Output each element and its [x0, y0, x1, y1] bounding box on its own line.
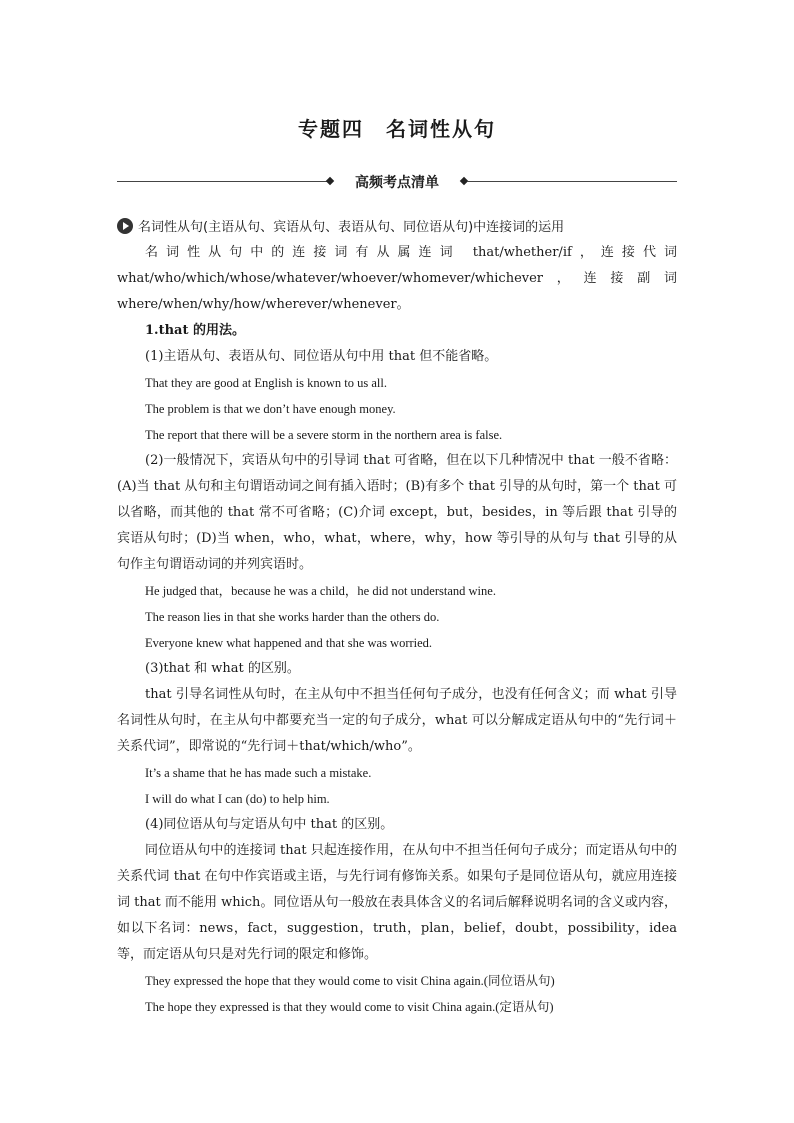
example-sentence: He judged that，because he was a child，he did not understand wine.	[145, 584, 496, 598]
rule-2: (2)一般情况下，宾语从句中的引导词 that 可省略，但在以下几种情况中 that 一般不省略：(A)当 that 从句和主句谓语动词之间有插入语时；(B)有多个 that 引导的从句时，第一个 that 可以省略，而其他的 that 常不可省略；(C)介词 except，but，besides，in 等后跟 that 引导的宾语从句时；(D)当 when，who，what，where，why，how 等引导的从句与 that 引导的从句作主句谓语动词的并列宾语时。	[117, 453, 677, 572]
diamond-left-icon	[326, 177, 334, 185]
divider-left	[117, 181, 327, 182]
example-sentence: That they are good at English is known to us all.	[145, 376, 387, 390]
rule-4: (4)同位语从句与定语从句中 that 的区别。	[145, 817, 394, 832]
topic-heading	[117, 216, 677, 236]
example-sentence: Everyone knew what happened and that she was worried.	[145, 636, 433, 650]
example-sentence: The report that there will be a severe storm in the northern area is false.	[145, 428, 503, 442]
play-icon	[117, 218, 133, 234]
example-sentence: The reason lies in that she works harder than the others do.	[145, 610, 440, 624]
intro-paragraph: 名词性从句中的连接词有从属连词 that/whether/if，连接代词 what/who/which/whose/whatever/whoever/whomever/whichever，连接副词 where/when/why/how/wherever/whenever。	[117, 245, 677, 312]
example-sentence: The problem is that we don’t have enough money.	[145, 402, 396, 416]
body-text	[117, 240, 677, 1020]
section-header	[117, 171, 677, 193]
example-sentence: They expressed the hope that they would come to visit China again.(同位语从句)	[145, 974, 555, 988]
rule-4-explanation: 同位语从句中的连接词 that 只起连接作用，在从句中不担当任何句子成分；而定语从句中的关系代词 that 在句中作宾语或主语，与先行词有修饰关系。如果句子是同位语从句，就应用连接词 that 而不能用 which。同位语从句一般放在表具体含义的名词后解释说明名词的含义或内容，如以下名词：news，fact，suggestion，truth，plan，belief，doubt，possibility，idea 等，而定语从句只是对先行词的限定和修饰。	[117, 843, 677, 962]
example-sentence: It’s a shame that he has made such a mistake.	[145, 766, 372, 780]
topic-heading-text: 名词性从句(主语从句、宾语从句、表语从句、同位语从句)中连接词的运用	[138, 220, 565, 235]
divider-right	[467, 181, 677, 182]
rule-3: (3)that 和 what 的区别。	[145, 661, 300, 676]
example-sentence: I will do what I can (do) to help him.	[145, 792, 330, 806]
rule-3-explanation: that 引导名词性从句时，在主从句中不担当任何句子成分，也没有任何含义；而 what 引导名词性从句时，在主从句中都要充当一定的句子成分，what 可以分解成定语从句中的“先行词＋关系代词”，即常说的“先行词＋that/which/who”。	[117, 687, 677, 754]
section-label: 高频考点清单	[355, 175, 439, 191]
subsection-title: 1.that 的用法。	[145, 323, 245, 338]
rule-1: (1)主语从句、表语从句、同位语从句中用 that 但不能省略。	[145, 349, 498, 364]
example-sentence: The hope they expressed is that they would come to visit China again.(定语从句)	[145, 1000, 554, 1014]
page-title: 专题四 名词性从句	[298, 117, 496, 141]
